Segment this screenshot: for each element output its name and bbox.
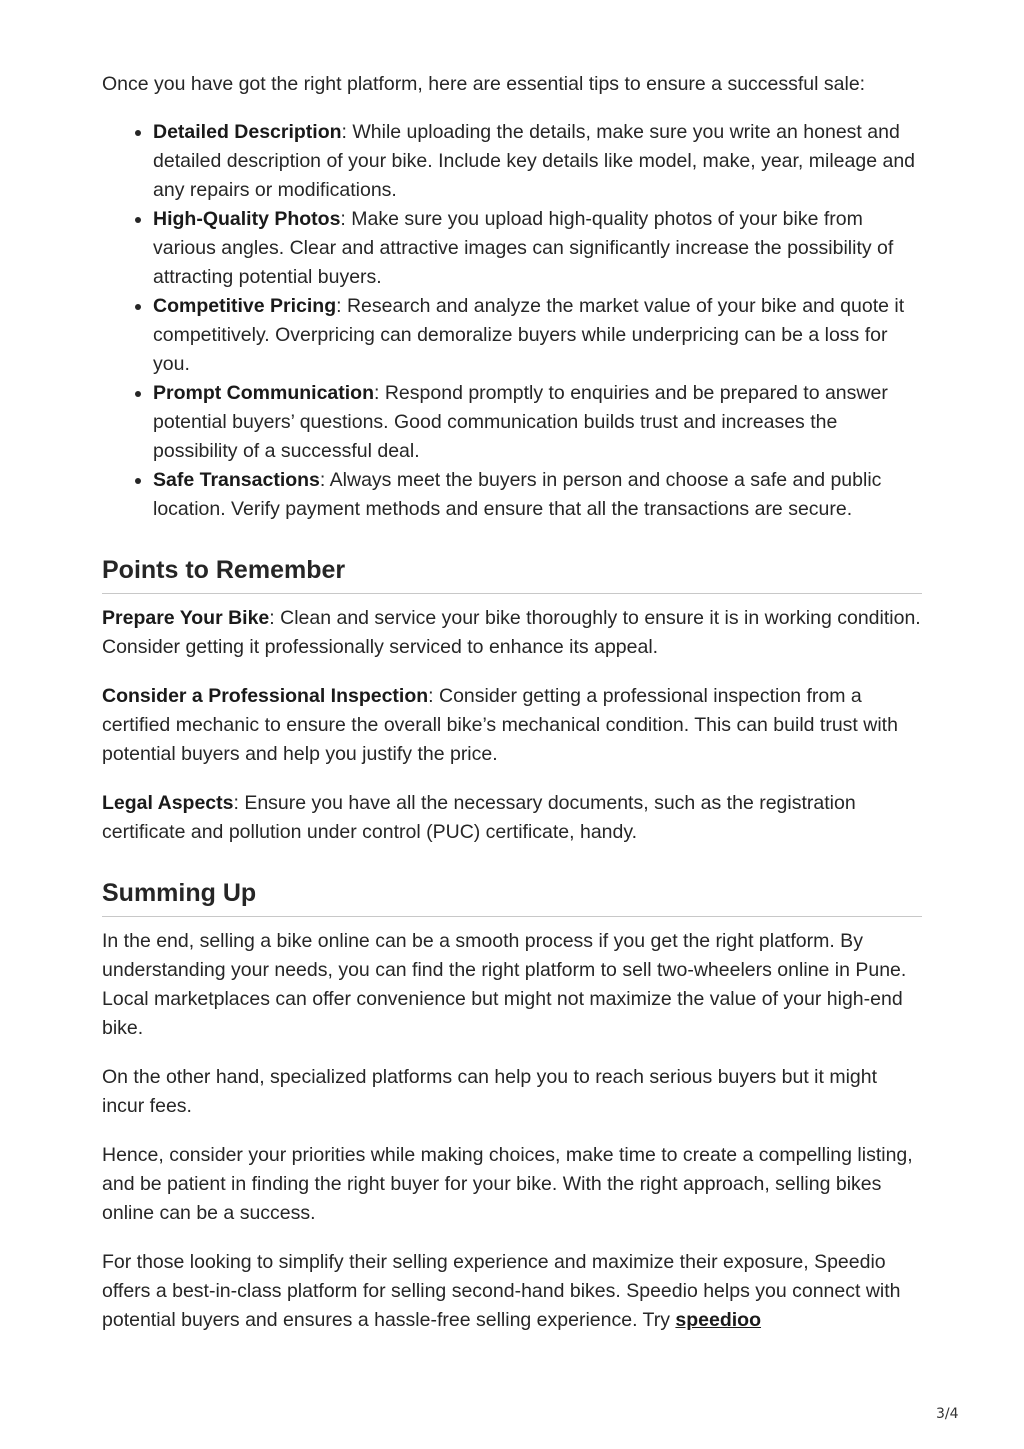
closing-paragraph [102, 1248, 922, 1335]
closing-text: For those looking to simplify their selling experience and maximize their exposure, Speedio offers a best-in-class platform for selling second-hand bikes. Speedio helps you connect with potential buyers and ensures a hassle-free selling experience. Try [102, 1251, 901, 1331]
point-text: : Ensure you have all the necessary documents, such as the registration certificate and pollution under control (PUC) certificate, handy. [102, 792, 856, 843]
summing-heading: Summing Up [102, 877, 922, 917]
summing-paragraph: On the other hand, specialized platforms can help you to reach serious buyers but it might incur fees. [102, 1066, 878, 1117]
tip-text: : Make sure you upload high-quality photos of your bike from various angles. Clear and attractive images can significantly increase the possibility of attracting potential buyers. [153, 208, 894, 288]
tips-list [102, 118, 922, 524]
tip-text: : While uploading the details, make sure you write an honest and detailed description of your bike. Include key details like model, make, year, mileage and any repairs or modifications. [153, 121, 916, 201]
point-title: Legal Aspects [102, 792, 234, 814]
point-text: : Consider getting a professional inspection from a certified mechanic to ensure the overall bike’s mechanical condition. This can build trust with potential buyers and help you justify the price. [102, 685, 898, 765]
point-paragraph [102, 682, 922, 769]
page-number: 3/4 [936, 1406, 959, 1422]
summing-section [102, 927, 922, 1335]
point-text: : Clean and service your bike thoroughly to ensure it is in working condition. Consider getting it professionally serviced to enhance its appeal. [102, 607, 921, 658]
points-section [102, 604, 922, 847]
list-item [153, 205, 922, 292]
tip-title: High-Quality Photos [153, 208, 341, 230]
tip-title: Prompt Communication [153, 382, 375, 404]
list-item [153, 466, 922, 524]
point-paragraph [102, 604, 922, 662]
tip-text: : Respond promptly to enquiries and be prepared to answer potential buyers’ questions. Good communication builds trust and increases the possibility of a successful deal. [153, 382, 888, 462]
tip-title: Competitive Pricing [153, 295, 337, 317]
tip-title: Detailed Description [153, 121, 342, 143]
list-item [153, 292, 922, 379]
document-page [102, 70, 922, 1335]
intro-paragraph: Once you have got the right platform, here are essential tips to ensure a successful sale: [102, 73, 866, 95]
summing-paragraph: In the end, selling a bike online can be a smooth process if you get the right platform. By understanding your needs, you can find the right platform to sell two-wheelers online in Pune. Local marketplaces can offer convenience but might not maximize the value of your high-end bike. [102, 930, 907, 1039]
tip-title: Safe Transactions [153, 469, 320, 491]
point-title: Consider a Professional Inspection [102, 685, 429, 707]
summing-paragraph: Hence, consider your priorities while making choices, make time to create a compelling listing, and be patient in finding the right buyer for your bike. With the right approach, selling bikes online can be a success. [102, 1144, 913, 1224]
tip-text: : Research and analyze the market value of your bike and quote it competitively. Overpricing can demoralize buyers while underpricing can be a loss for you. [153, 295, 905, 375]
point-paragraph [102, 789, 922, 847]
tip-text: : Always meet the buyers in person and choose a safe and public location. Verify payment methods and ensure that all the transactions are secure. [153, 469, 882, 520]
list-item [153, 118, 922, 205]
list-item [153, 379, 922, 466]
point-title: Prepare Your Bike [102, 607, 270, 629]
speedioo-link[interactable]: speedioo [675, 1309, 762, 1331]
points-heading: Points to Remember [102, 554, 922, 594]
